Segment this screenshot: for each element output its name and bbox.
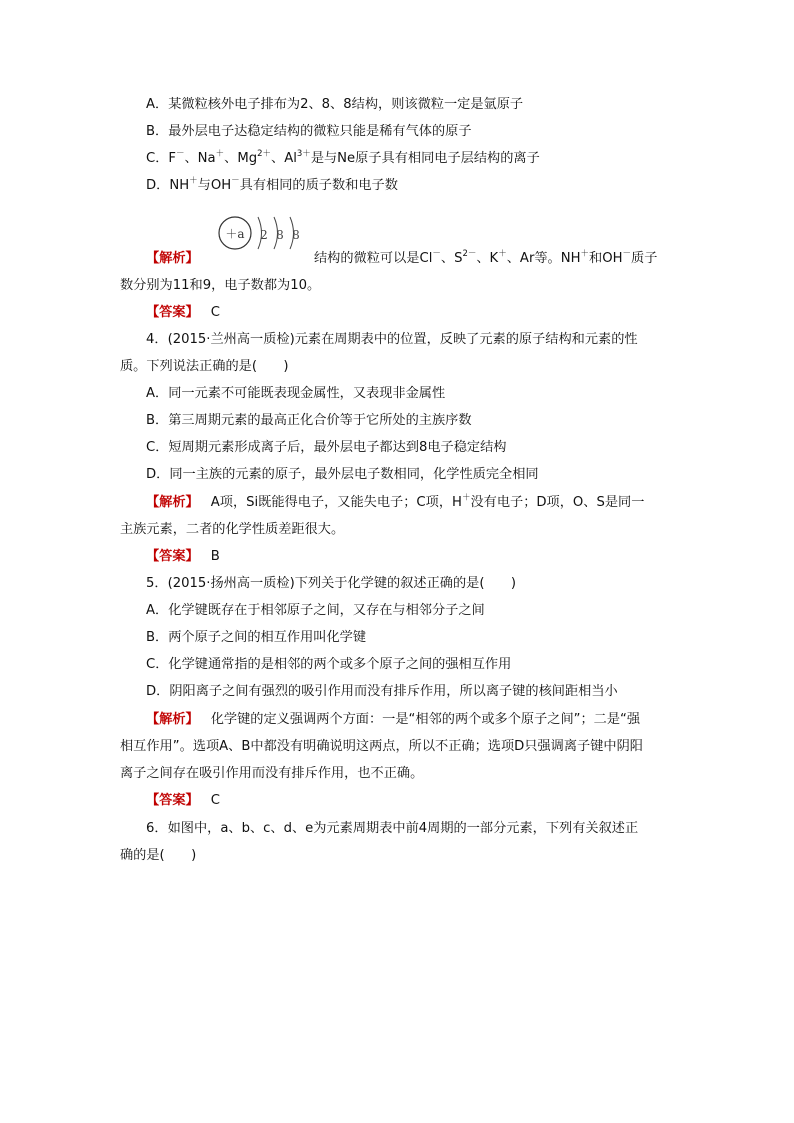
q3-option-c: C．F－、Na＋、$Mg^{2+}$、$Al^{3+}$是与Ne原子具有相同电子层结构的离子 bbox=[146, 149, 540, 166]
q6-stem-1: 6．如图中，a、b、c、d、e为元素周期表中前4周期的一部分元素，下列有关叙述正 bbox=[146, 821, 639, 836]
q5-analysis-line1: 【解析】 化学键的定义强调两个方面：一是“相邻的两个或多个原子之间”；二是“强 bbox=[146, 712, 641, 727]
q5-analysis-tag: 【解析】 bbox=[146, 712, 199, 727]
q4-analysis-line1: 【解析】 A项，Si既能得电子，又能失电子；C项，H＋没有电子；D项，O、S是同一 bbox=[146, 493, 645, 510]
q4-answer-tag: 【答案】 bbox=[146, 549, 199, 564]
q3-answer-value: C bbox=[210, 305, 220, 320]
q5-analysis-line3: 离子之间存在吸引作用而没有排斥作用，也不正确。 bbox=[120, 766, 424, 781]
q3-option-d: D．NH＋与OH－具有相同的质子数和电子数 bbox=[146, 176, 398, 193]
q4-option-a: A．同一元素不可能既表现金属性，又表现非金属性 bbox=[146, 386, 446, 401]
atom-structure-diagram bbox=[218, 213, 308, 253]
q4-stem-2: 质。下列说法正确的是( ) bbox=[120, 359, 289, 374]
q4-analysis-line2: 主族元素，二者的化学性质差距很大。 bbox=[120, 522, 345, 537]
q4-answer bbox=[146, 548, 220, 566]
q4-stem-1: 4．(2015·兰州高一质检)元素在周期表中的位置，反映了元素的原子结构和元素的性 bbox=[146, 332, 638, 347]
q3-analysis-line2: 数分别为11和9，电子数都为10。 bbox=[120, 278, 321, 293]
q4-option-b: B．第三周期元素的最高正化合价等于它所处的主族序数 bbox=[146, 413, 472, 428]
q5-answer bbox=[146, 792, 220, 810]
q4-option-d: D．同一主族的元素的原子，最外层电子数相同，化学性质完全相同 bbox=[146, 467, 539, 482]
q6-stem-2: 确的是( ) bbox=[120, 848, 197, 863]
q5-option-d: D．阴阳离子之间有强烈的吸引作用而没有排斥作用，所以离子键的核间距相当小 bbox=[146, 684, 618, 699]
q3-option-b: B．最外层电子达稳定结构的微粒只能是稀有气体的原子 bbox=[146, 124, 472, 139]
q3-analysis-line1: 结构的微粒可以是Cl－、$S^{2-}$、K＋、Ar等。NH＋和OH－质子 bbox=[314, 249, 658, 266]
q4-analysis-tag: 【解析】 bbox=[146, 495, 199, 510]
nucleus-charge: ＋a bbox=[225, 227, 245, 241]
q5-option-a: A．化学键既存在于相邻原子之间，又存在与相邻分子之间 bbox=[146, 603, 485, 618]
q3-analysis-tag: 【解析】 bbox=[146, 251, 199, 266]
shell-1-count: 2 bbox=[260, 228, 268, 242]
q4-answer-value: B bbox=[210, 549, 220, 564]
shell-2-count: 8 bbox=[276, 228, 284, 242]
q5-answer-tag: 【答案】 bbox=[146, 793, 199, 808]
q5-option-b: B．两个原子之间的相互作用叫化学键 bbox=[146, 630, 367, 645]
q5-stem: 5．(2015·扬州高一质检)下列关于化学键的叙述正确的是( ) bbox=[146, 576, 517, 591]
q3-option-a: A．某微粒核外电子排布为2、8、8结构，则该微粒一定是氩原子 bbox=[146, 97, 524, 112]
q5-option-c: C．化学键通常指的是相邻的两个或多个原子之间的强相互作用 bbox=[146, 657, 512, 672]
q3-answer bbox=[146, 304, 220, 322]
q3-answer-tag: 【答案】 bbox=[146, 305, 199, 320]
shell-3-count: 8 bbox=[292, 228, 300, 242]
q5-answer-value: C bbox=[210, 793, 220, 808]
q5-analysis-line2: 相互作用”。选项A、B中都没有明确说明这两点，所以不正确；选项D只强调离子键中阴阳 bbox=[120, 739, 643, 754]
q4-option-c: C．短周期元素形成离子后，最外层电子都达到8电子稳定结构 bbox=[146, 440, 507, 455]
